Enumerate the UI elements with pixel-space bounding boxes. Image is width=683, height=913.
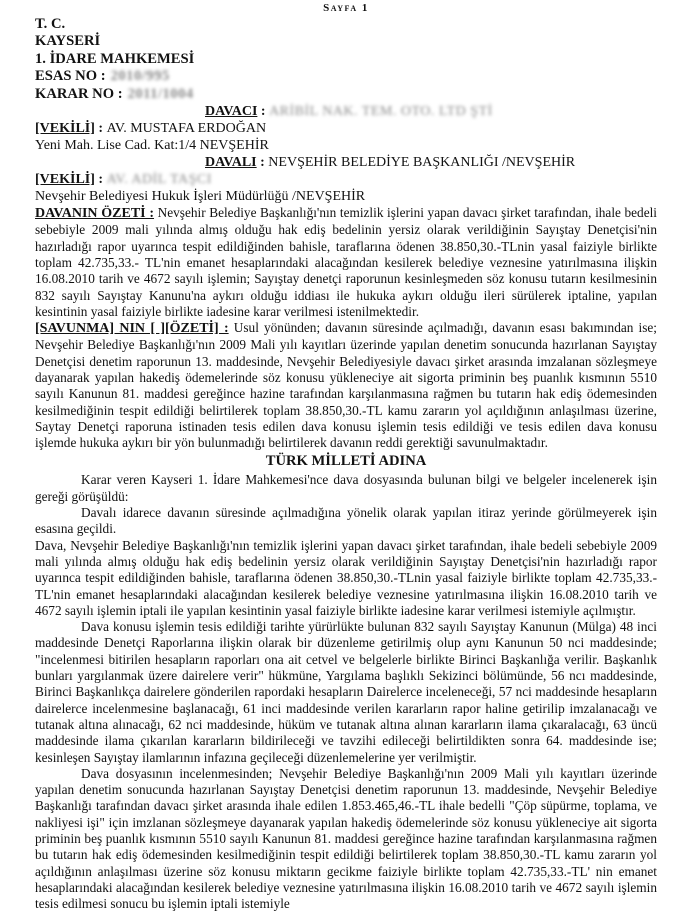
karar-no-label: KARAR NO : <box>35 85 123 102</box>
defense-summary-label: [SAVUNMA] NIN [ ][ÖZETİ] : <box>35 321 229 337</box>
decision-heading: TÜRK MİLLETİ ADINA <box>265 453 427 470</box>
court-city: KAYSERİ <box>35 33 101 50</box>
republic-label: T. C. <box>35 16 66 32</box>
defendant-attorney-name: AV. ADİL TAŞCI <box>106 172 212 188</box>
defendant-attorney-row <box>35 171 657 188</box>
case-summary-text: Nevşehir Belediye Başkanlığı'nın temizlik işlerini yapan davacı şirket tarafından, ihale bedeli sebebiyle 2009 mali yılında almış olduğu hak ediş bedelinin yersiz olarak verildiğinin Sayıştay Denetçisi'nin hazırladığı rapor uyarınca tespit edildiğinden bahisle, taraflarına ödenen 38.850,30.-TLnin yasal faiziyle birlikte toplam 42.735,33.- TL'nin emanet hesaplarındaki alacağından kesilerek belediye veznesine yatırılmasına ilişkin 16.08.2010 tarih ve 4672 sayılı işlemin; Sayıştay denetçi raporunun kesinleşmeden söz konusu tutarın kesilmesinin 832 sayılı Sayıştay Kanunu'na aykırı olduğu iddiası ile hukuka aykırı olduğu ileri sürülerek iptaline, yapılan kesintinin yasal faiziyle birlikte iadesine karar verilmesi istenilmektedir. <box>35 205 657 319</box>
decision-paragraph: Dava dosyasının incelenmesinden; Nevşehir Belediye Başkanlığı'nın 2009 Mali yılı kayıtları üzerinde yapılan denetim sonucunda hazırlanan Sayıştay Denetçisi denetim raporunun 13. maddesinde, Nevşehir Belediye Başkanlığı tarafından davacı şirket arasında ihale edilen 1.853.465,46.-TL ihale bedelli "Çöp süpürme, toplama, ve nakliyesi işi" için imzlanan sözleşmeye dayanarak yapılan hakediş ödemelerinde söz konusu yükleneciye ait sigorta priminin beş puanlık kısmının 5510 sayılı Kanunun 81. maddesi gereğince hazine tarafından karşılanmasına rağmen bu tutarın hak ediş ödemesinden kesilmediğinin tespit edildiği belirtilerek toplam 38.850,30.-TL kamu zararın yol açıldığının anlaşılması üzerine söz konusu miktarın gecikme faiziyle birlikte toplam 42.735,33.-TL' nin emanet hesaplarındaki alacağından kesilerek belediye veznesine yatırılmasına ilişkin 16.08.2010 tarih ve 4672 sayılı işlemin tesis edilmesi sonucu bu işlemin iptali istemiyle <box>35 765 657 912</box>
esas-no-value: 2010/995 <box>110 68 170 85</box>
page-number: Sayfa 1 <box>323 2 369 14</box>
separator: : <box>94 172 107 188</box>
case-summary-paragraph <box>35 205 657 320</box>
court-header <box>35 16 657 103</box>
defendant-attorney-label: [VEKİLİ] <box>35 172 95 188</box>
plaintiff-row <box>35 103 657 120</box>
esas-no-label: ESAS NO : <box>35 68 106 85</box>
defendant-row <box>35 154 657 171</box>
karar-no-value: 2011/1004 <box>127 85 194 102</box>
plaintiff-attorney-label: [VEKİLİ] <box>35 121 95 137</box>
plaintiff-label: DAVACI <box>205 104 258 120</box>
decision-paragraph: Dava konusu işlemin tesis edildiği tarihte yürürlükte bulunan 832 sayılı Sayıştay Kanunun (Mülga) 48 inci maddesinde Denetçi Raporlarına ilişkin olarak bir düzenleme getirilmiş olup aynı Kanunun 50 nci maddesinde; "incelenmesi bitirilen hesapların raporları ona ait cetvel ve belgelerle birlikte Birinci Başkanlığa verilir. Başkanlık bunları yargılanmak üzere dairelere verir" hükmüne, Yargılama başlıklı Sekizinci bölümünde, 56 ncı maddesinde, Birinci Başkanlıkça dairelere gönderilen rapordaki hesapların Dairelerce inceleneceği, 57 nci maddesinde hesapların dairelerce incelenmesine başlanacağı, 61 inci maddesinde verilen kararların rapor haline getirilip imzalanacağı ve tutanak altına alınacağı, 62 nci maddesinde, hüküm ve tutanak altına alınan kararların ilama çıkaralacağı, 63 üncü maddesinde ilama çıkarılan kararların bildirileceği ve tavzihi edileceği belirtildikten sonra 64. maddesinde ise; kesinleşen Sayıştay ilamlarının infazına geçileceği düzenlemelerine yer verilmiştir. <box>35 619 657 765</box>
defendant-attorney-address: Nevşehir Belediyesi Hukuk İşleri Müdürlüğü /NEVŞEHİR <box>35 189 366 205</box>
separator: : <box>94 121 107 137</box>
separator: : <box>257 104 270 120</box>
defendant-name: NEVŞEHİR BELEDİYE BAŞKANLIĞI /NEVŞEHİR <box>268 155 576 171</box>
plaintiff-attorney-row <box>35 120 657 137</box>
decision-paragraph: Dava, Nevşehir Belediye Başkanlığı'nın temizlik işlerini yapan davacı şirket tarafından, ihale bedeli sebebiyle 2009 mali yılında almış olduğu hak ediş bedelinin yersiz olarak verildiğinin Sayıştay Denetçisi'nin hazırladığı rapor uyarınca tespit edildiğinden bahisle, taraflarına ödenen 38.850,30.-TLnin yasal faiziyle birlikte toplam 42.735,33.- TL'nin emanet hesaplarındaki alacağından kesilerek belediye veznesine yatırılmasına ilişkin 16.08.2010 tarih ve 4672 sayılı işlemin iptali ile yapılan kesintinin yasal faiziyle birlikte iadesine karar verilmesi istemiyle açılmıştır. <box>35 537 657 618</box>
plaintiff-attorney-name: AV. MUSTAFA ERDOĞAN <box>106 121 267 137</box>
defendant-label: DAVALI <box>205 155 257 171</box>
court-name: 1. İDARE MAHKEMESİ <box>35 50 195 67</box>
karar-no-row <box>35 86 657 103</box>
decision-paragraph: Karar veren Kayseri 1. İdare Mahkemesi'nce dava dosyasında bulunan bilgi ve belgeler incelenerek işin gereği görüşüldü: <box>35 472 657 504</box>
defense-summary-text: Usul yönünden; davanın süresinde açılmadığı, davanın esası bakımından ise; Nevşehir Belediye Başkanlığı'nın 2009 Mali yılı kayıtları üzerinde yapılan denetim sonucunda hazırlanan Sayıştay Denetçisi denetim raporunun 13. maddesinde, Nevşehir Belediyesiyle davacı şirket arasında imzalanan sözleşmeye dayanarak yapılan hakediş ödemelerinde söz konusu yükleneciye ait sigorta priminin beş puanlık kısmının 5510 sayılı Kanunun 81. maddesi gereğince hazine tarafından karşılanmasına rağmen bu tutarın hak ediş ödemesinden kesilmediğinin tespit edildiği belirtilerek toplam 38.850,30.-TL kamu zararın yol açıldığının anlaşılması üzerine, Saytay Denetçi raporuna istinaden tesis edilen dava konusu işlemin tesis edildiği ve tesis edilen dava konusu işlemde hukuka aykırı bir yön bulunmadığı belirtilerek davanın reddi gerektiği savunulmaktadır. <box>35 320 657 451</box>
esas-no-row <box>35 68 657 85</box>
defense-summary-paragraph <box>35 320 657 451</box>
separator: : <box>256 155 269 171</box>
case-summary-label: DAVANIN ÖZETİ : <box>35 206 155 222</box>
plaintiff-attorney-address: Yeni Mah. Lise Cad. Kat:1/4 NEVŞEHİR <box>35 138 269 154</box>
decision-paragraph: Davalı idarece davanın süresinde açılmadığına yönelik olarak yapılan itiraz yerinde görülmeyerek işin esasına geçildi. <box>35 505 657 537</box>
plaintiff-name: ARİBİL NAK. TEM. OTO. LTD ŞTİ <box>269 104 493 120</box>
